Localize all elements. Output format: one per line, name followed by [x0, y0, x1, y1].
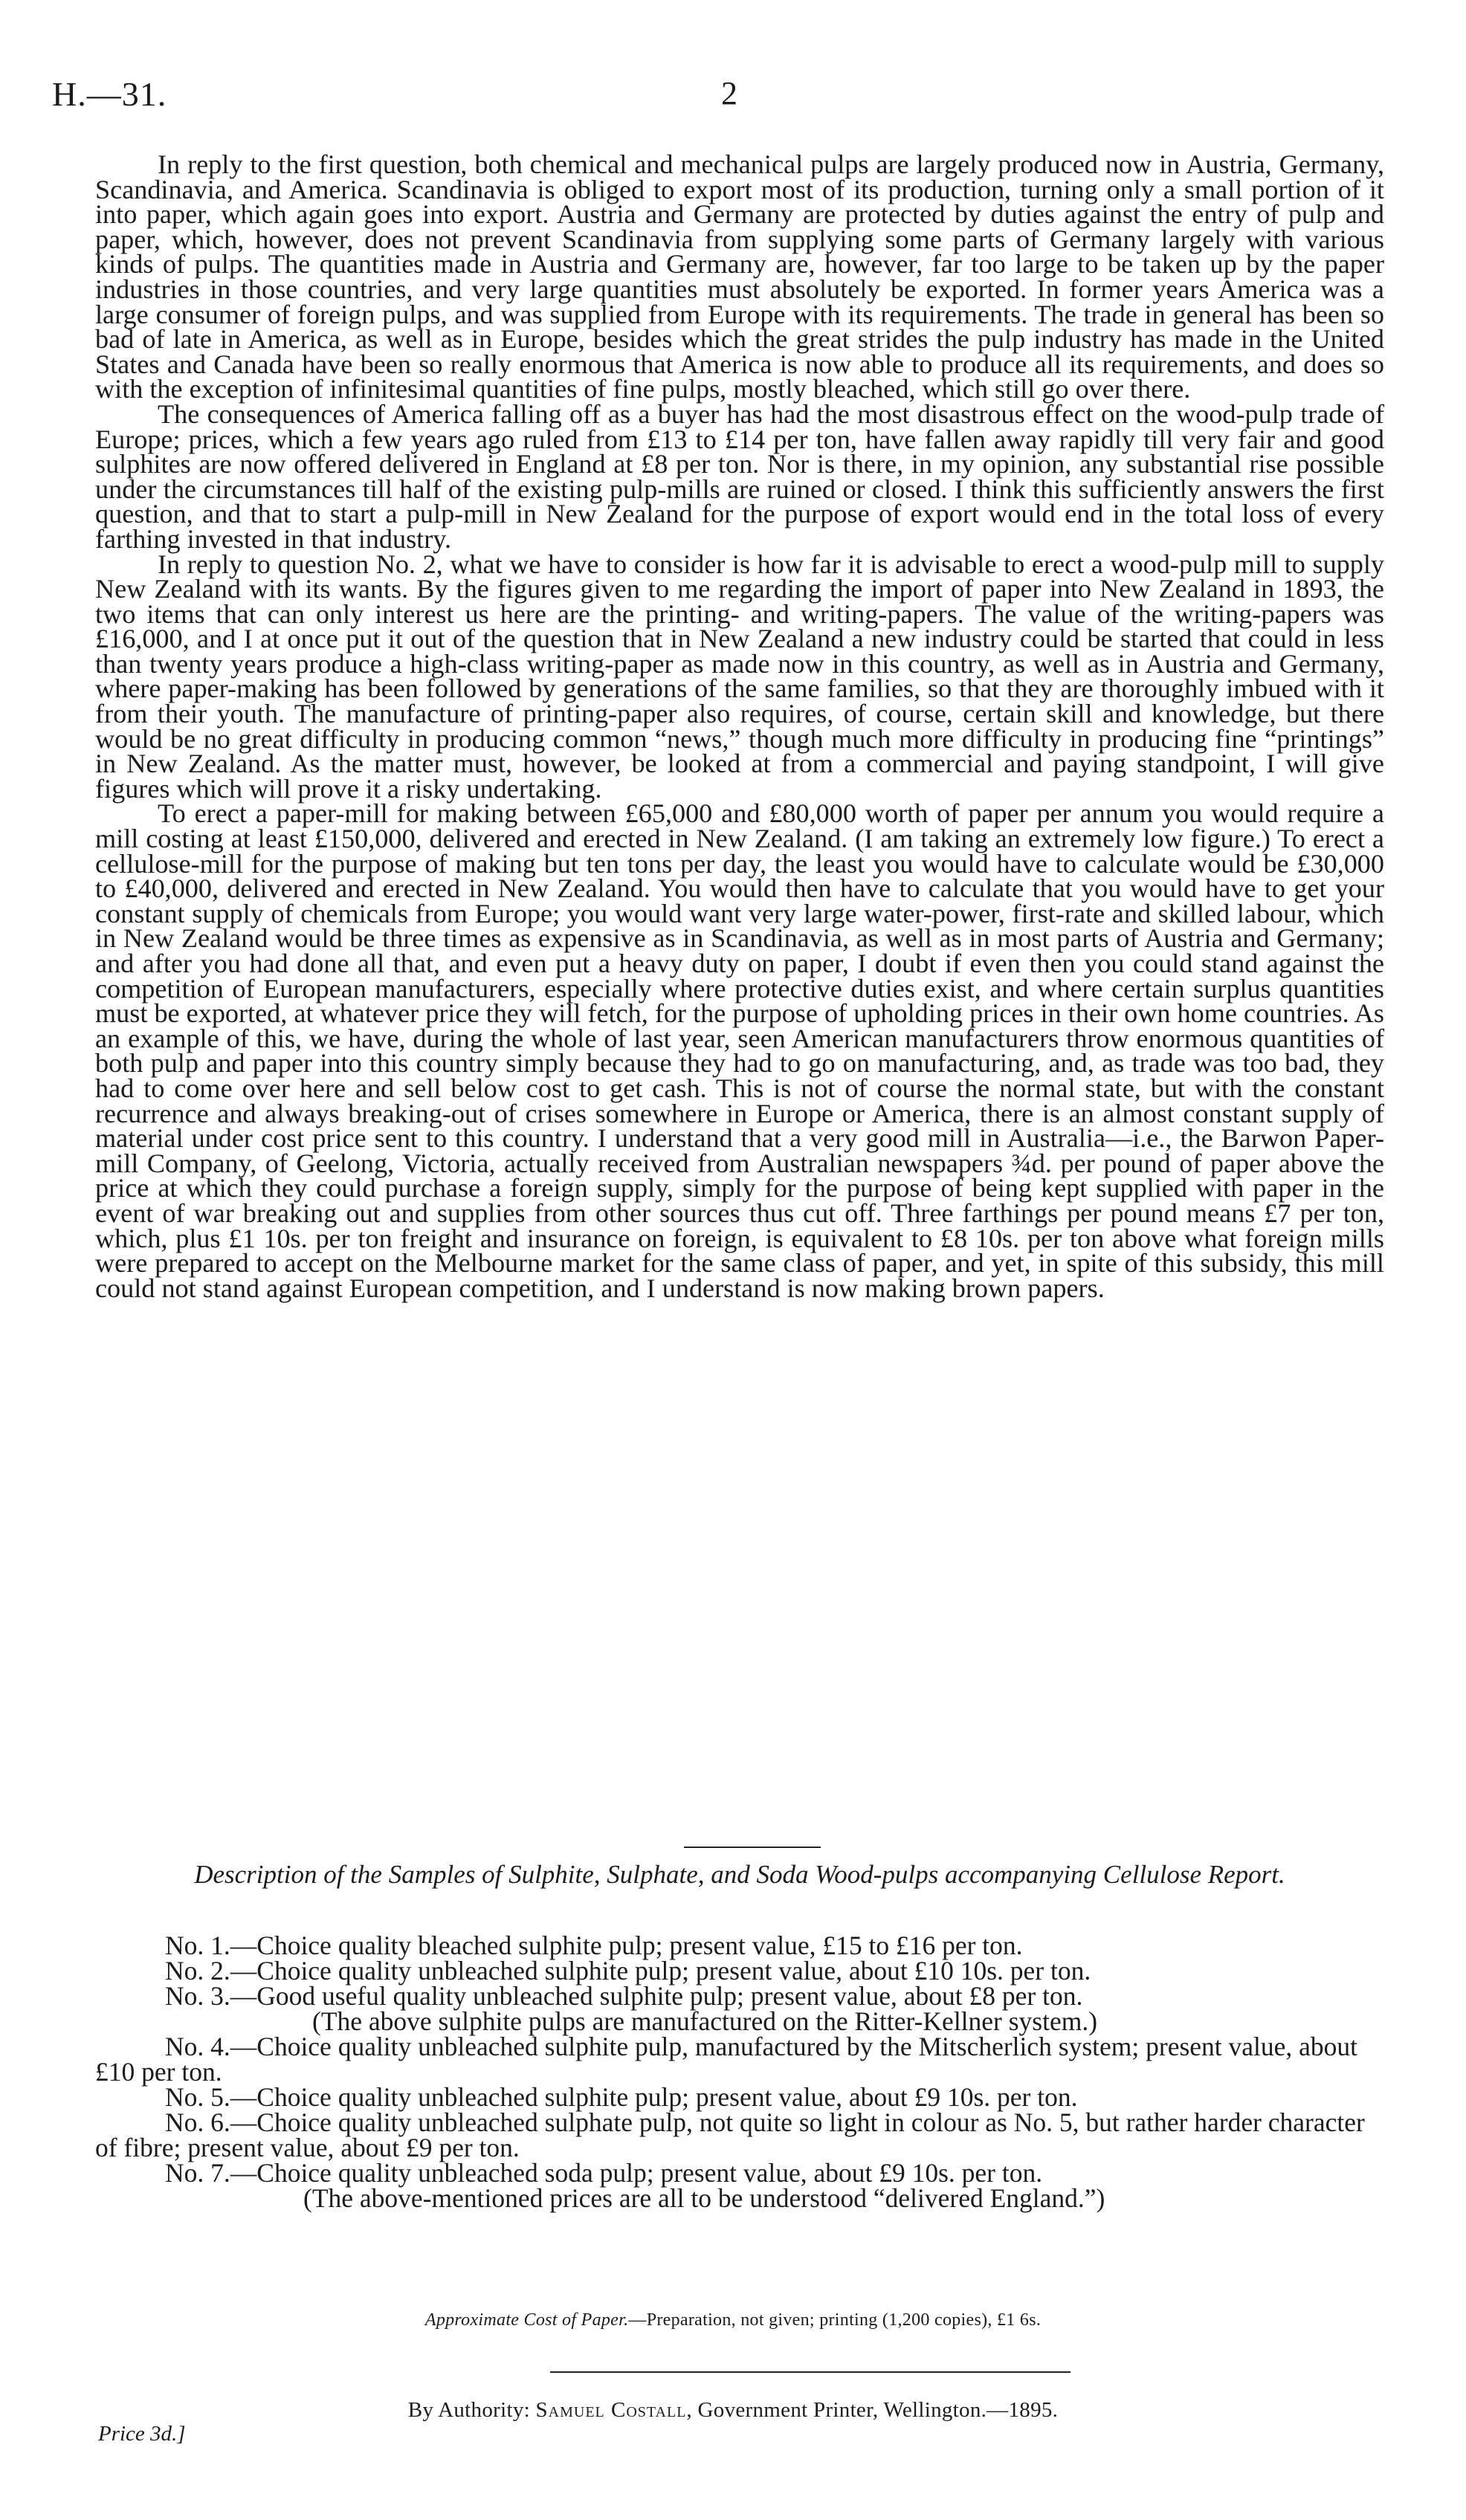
approximate-cost-line: [0, 2310, 1466, 2330]
samples-list: [95, 1933, 1384, 2211]
imprint-printer: Samuel Costall: [535, 2398, 687, 2422]
paragraph-consequences: The consequences of America falling off as a buyer has had the most disastrous effect on the wood-pulp trade of Europe; prices, which a few years ago ruled from £13 to £14 per ton, have fallen away rapidly till very fair and good sulphites are now offered delivered in England at £8 per ton. Nor is there, in my opinion, any substantial rise possible under the circumstances till half of the existing pulp-mills are ruined or closed. I think this sufficiently answers the first question, and that to start a pulp-mill in New Zealand for the purpose of export would end in the total loss of every farthing invested in that industry.: [95, 398, 1384, 554]
sample-item-4: No. 4.—Choice quality unbleached sulphite pulp, manufactured by the Mitscherlich system; present value, about £10 per ton.: [95, 2032, 1358, 2087]
printer-imprint: [0, 2398, 1466, 2423]
price-label: Price 3d.]: [98, 2422, 186, 2446]
paragraph-paper-mill-costs: To erect a paper-mill for making between £65,000 and £80,000 worth of paper per annum you would require a mill costing at least £150,000, delivered and erected in New Zealand. (I am taking an extremely low figure.) To erect a cellulose-mill for the purpose of making but ten tons per day, the least you would have to calculate would be £30,000 to £40,000, delivered and erected in New Zealand. You would then have to calculate that you would have to get your constant supply of chemicals from Europe; you would want very large water-power, first-rate and skilled labour, which in New Zealand would be three times as expensive as in Scandinavia, as well as in most parts of Austria and Germany; and after you had done all that, and even put a heavy duty on paper, I doubt if even then you could stand against the competition of European manufacturers, especially where protective duties exist, and where certain surplus quantities must be exported, at whatever price they will fetch, for the purpose of upholding prices in their own home countries. As an example of this, we have, during the whole of last year, seen American manufacturers throw enormous quantities of both pulp and paper into this country simply because they had to go on manufacturing, and, as trade was too bad, they had to come over here and sell below cost to get cash. This is not of course the normal state, but with the constant recurrence and always breaking-out of crises somewhere in Europe or America, there is an almost constant supply of material under cost price sent to this country. I understand that a very good mill in Australia—i.e., the Barwon Paper-mill Company, of Geelong, Victoria, actually received from Australian newspapers ¾d. per pound of paper above the price at which they could purchase a foreign supply, simply for the purpose of being kept supplied with paper in the event of war breaking out and supplies from other sources thus cut off. Three farthings per pound means £7 per ton, which, plus £1 10s. per ton freight and insurance on foreign, is equivalent to £8 10s. per ton above what foreign mills were prepared to accept on the Melbourne market for the same class of paper, and yet, in spite of this subsidy, this mill could not stand against European competition, and I understand is now making brown papers.: [95, 798, 1384, 1303]
samples-heading: Description of the Samples of Sulphite, Sulphate, and Soda Wood-pulps accompanying Cellulose Report.: [194, 1860, 1285, 1889]
report-body: [95, 149, 1384, 1303]
imprint-prefix: By Authority:: [407, 2398, 536, 2422]
sample-item-2: No. 2.—Choice quality unbleached sulphite pulp; present value, about £10 10s. per ton.: [165, 1956, 1091, 1986]
imprint-suffix: , Government Printer, Wellington.—1895.: [686, 2398, 1059, 2422]
sample-item-6: No. 6.—Choice quality unbleached sulphate pulp, not quite so light in colour as No. 5, but rather harder character of fibre; present value, about £9 per ton.: [95, 2107, 1365, 2162]
page-header: [52, 74, 1414, 119]
sample-item-7: No. 7.—Choice quality unbleached soda pulp; present value, about £9 10s. per ton.: [165, 2158, 1043, 2188]
footer-divider: [550, 2371, 1071, 2373]
paragraph-question-two: In reply to question No. 2, what we have to consider is how far it is advisable to erect a wood-pulp mill to supply New Zealand with its wants. By the figures given to me regarding the import of paper into New Zealand in 1893, the two items that can only interest us here are the printing- and writing-papers. The value of the writing-papers was £16,000, and I at once put it out of the question that in New Zealand a new industry could be started that could in less than twenty years produce a high-class writing-paper as made now in this country, as well as in Austria and Germany, where paper-making has been followed by generations of the same families, so that they are thoroughly imbued with it from their youth. The manufacture of printing-paper also requires, of course, certain skill and knowledge, but there would be no great difficulty in producing common “news,” though much more difficulty in producing fine “printings” in New Zealand. As the matter must, however, be looked at from a commercial and paying standpoint, I will give figures which will prove it a risky undertaking.: [95, 549, 1384, 804]
cost-label: Approximate Cost of Paper.: [424, 2310, 629, 2330]
page-number: 2: [721, 75, 737, 112]
sample-item-1: No. 1.—Choice quality bleached sulphite pulp; present value, £15 to £16 per ton.: [165, 1931, 1023, 1960]
sample-note-sulphite: (The above sulphite pulps are manufactured on the Ritter-Kellner system.): [312, 2006, 1098, 2036]
sample-item-3: No. 3.—Good useful quality unbleached sulphite pulp; present value, about £8 per ton.: [165, 1981, 1083, 2011]
paragraph-first-question: In reply to the first question, both chemical and mechanical pulps are largely produced now in Austria, Germany, Scandinavia, and America. Scandinavia is obliged to export most of its production, turning only a small portion of it into paper, which again goes into export. Austria and Germany are protected by duties against the entry of pulp and paper, which, however, does not prevent Scandinavia from supplying some parts of Germany largely with various kinds of pulps. The quantities made in Austria and Germany are, however, far too large to be taken up by the paper industries in those countries, and very large quantities must absolutely be exported. In former years America was a large consumer of foreign pulps, and was supplied from Europe with its requirements. The trade in general has been so bad of late in America, as well as in Europe, besides which the great strides the pulp industry has made in the United States and Canada have been so really enormous that America is now able to produce all its requirements, and does so with the exception of infinitesimal quantities of fine pulps, mostly bleached, which still go over there.: [95, 149, 1384, 404]
document-reference: H.—31.: [52, 75, 167, 113]
sample-note-prices: (The above-mentioned prices are all to be understood “delivered England.”): [303, 2183, 1105, 2213]
cost-text: —Preparation, not given; printing (1,200 copies), £1 6s.: [628, 2310, 1042, 2330]
section-divider: [684, 1847, 821, 1848]
sample-item-5: No. 5.—Choice quality unbleached sulphite pulp; present value, about £9 10s. per ton.: [165, 2082, 1078, 2112]
